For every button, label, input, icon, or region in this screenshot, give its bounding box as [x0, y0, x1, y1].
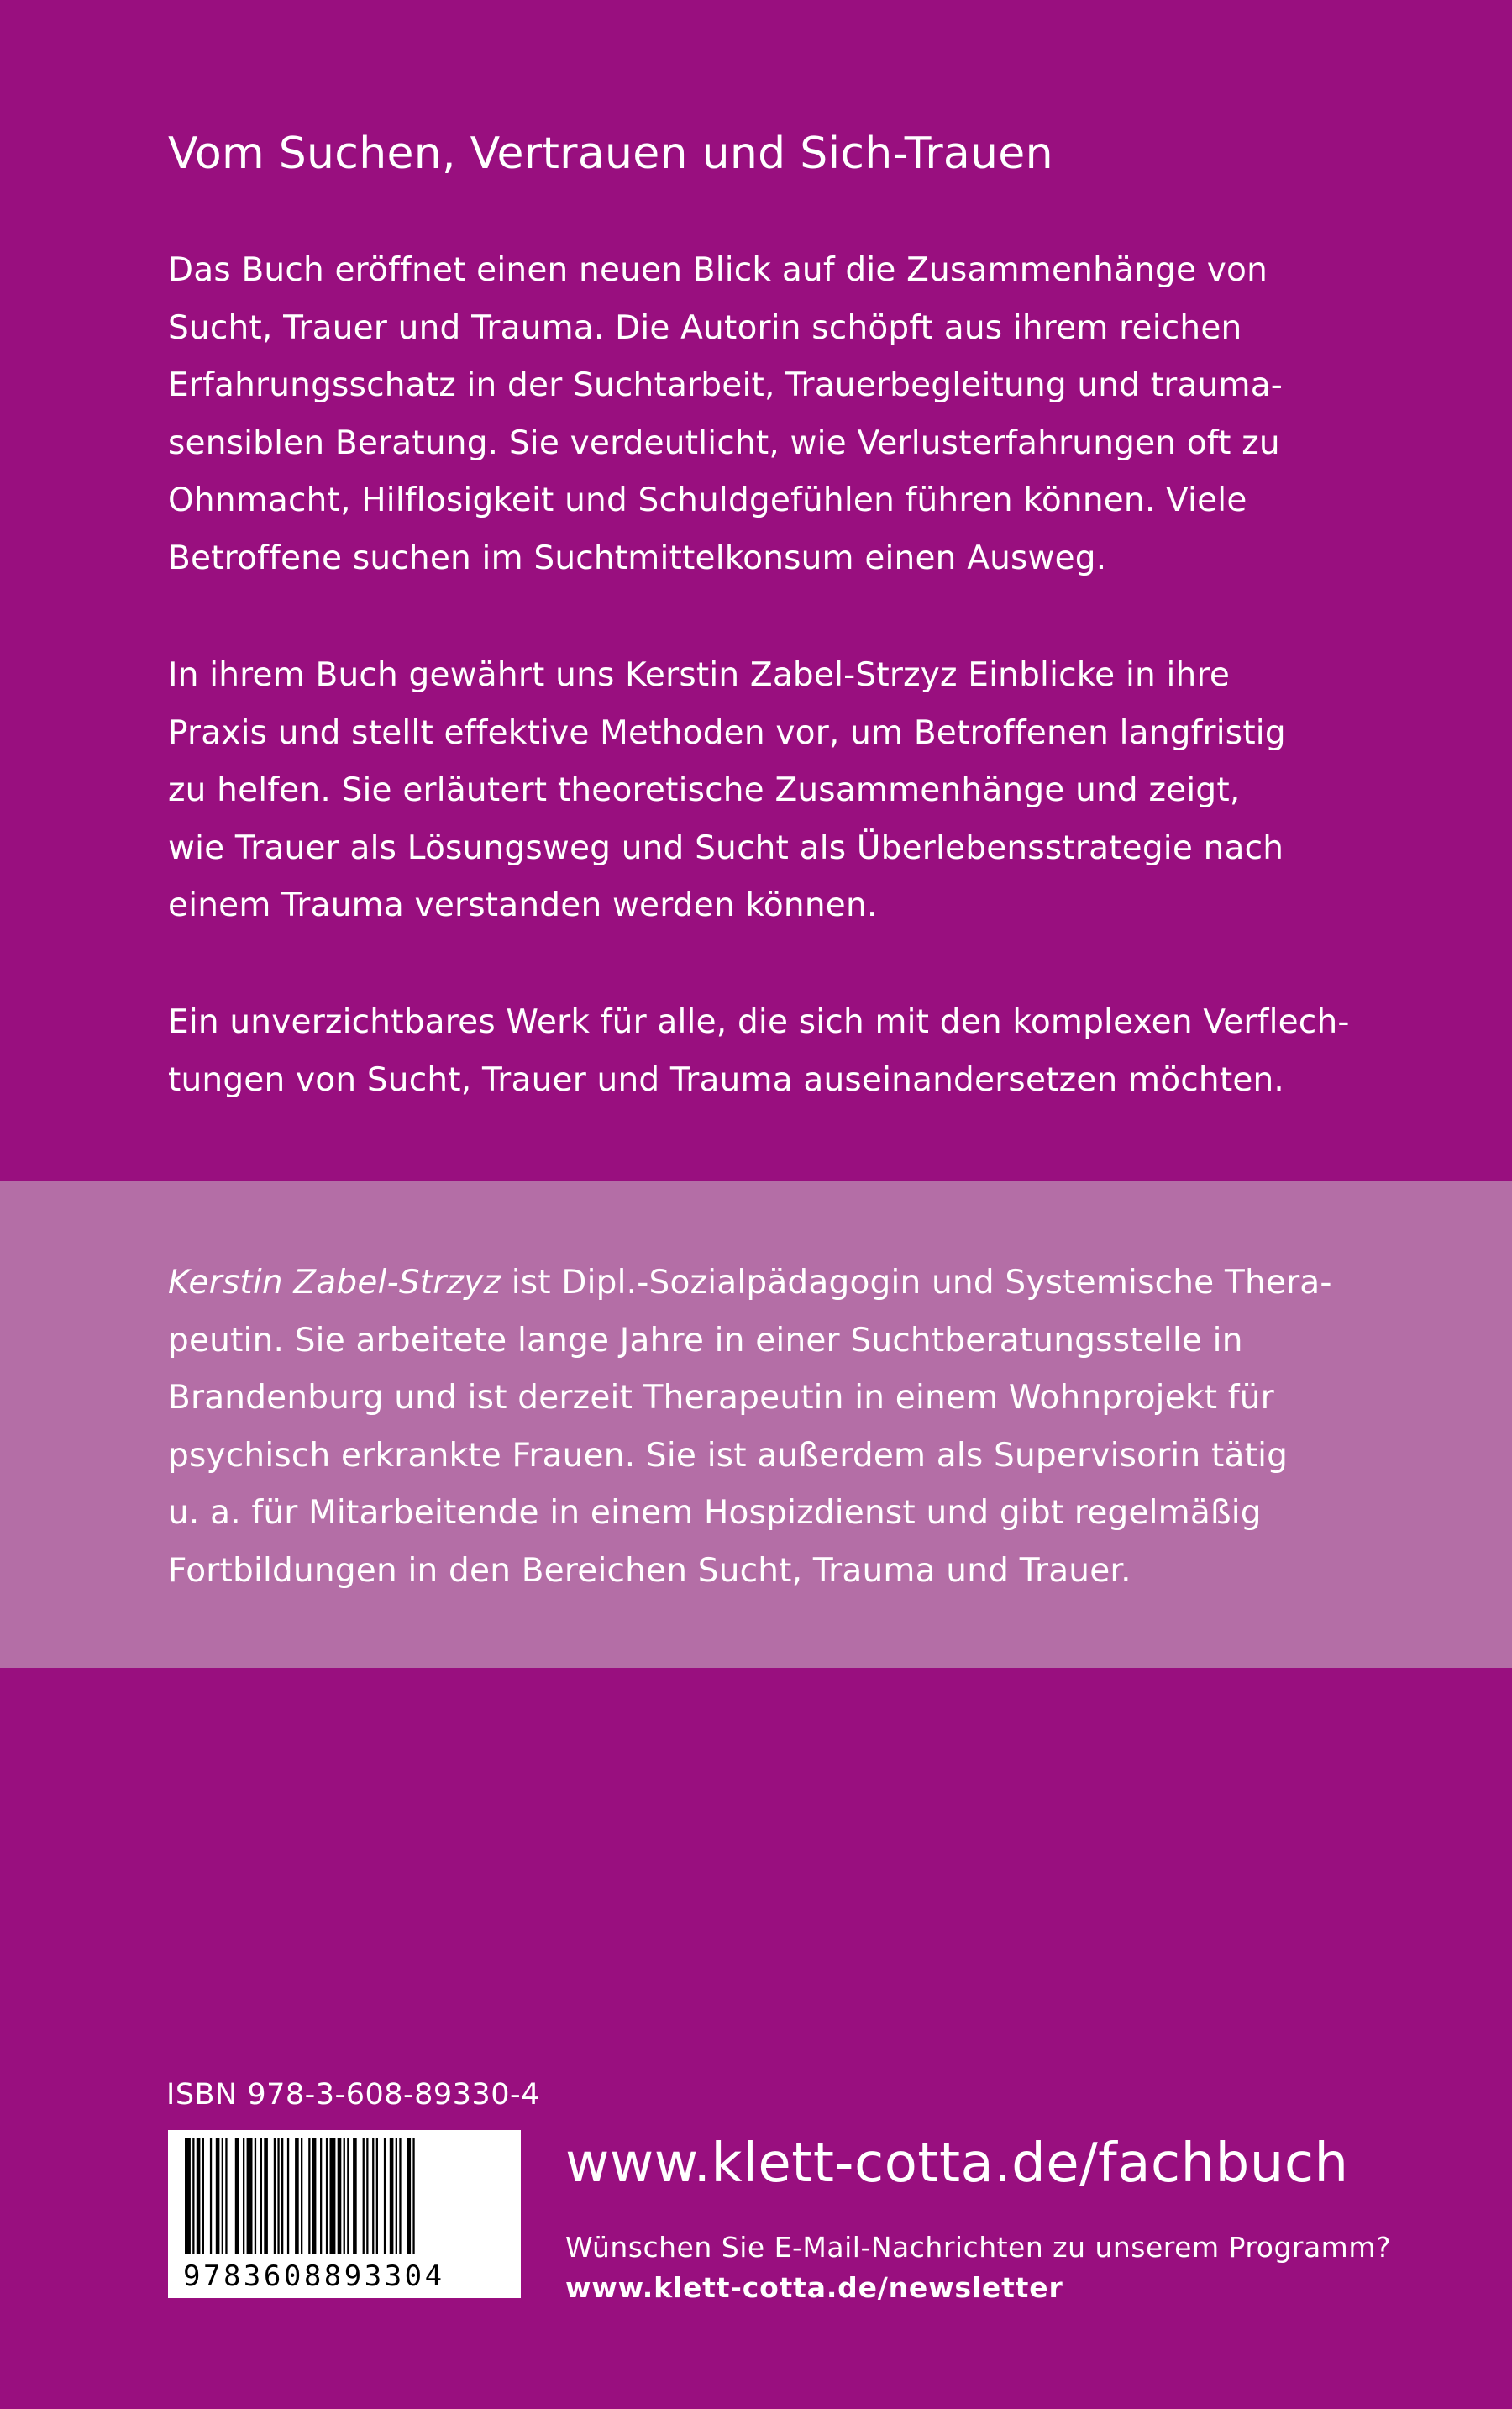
text-line: In ihrem Buch gewährt uns Kerstin Zabel-Strzyz Einblicke in ihre	[168, 656, 1231, 694]
barcode-bar	[216, 2138, 220, 2254]
barcode-bar	[390, 2138, 394, 2254]
barcode-bar	[192, 2138, 194, 2254]
text-line: wie Trauer als Lösungsweg und Sucht als Überlebensstrategie nach	[168, 828, 1284, 867]
barcode-bar	[264, 2138, 268, 2254]
text-line: Brandenburg und ist derzeit Therapeutin in einem Wohnprojekt für	[168, 1379, 1274, 1417]
publisher-website[interactable]: www.klett-cotta.de/fachbuch	[565, 2133, 1349, 2195]
text-line: Praxis und stellt effektive Methoden vor, um Betroffenen langfristig	[168, 713, 1286, 752]
text-line: Ohnmacht, Hilflosigkeit und Schuldgefühlen führen können. Viele	[168, 481, 1247, 519]
description-paragraph-3	[168, 994, 1350, 1109]
barcode-bar	[260, 2138, 262, 2254]
barcode-bar	[312, 2138, 317, 2254]
barcode-bar	[366, 2138, 368, 2254]
barcode-bar	[243, 2138, 244, 2254]
text-line: peutin. Sie arbeitete lange Jahre in einer Suchtberatungsstelle in	[168, 1321, 1243, 1360]
barcode-bar	[235, 2138, 239, 2254]
barcode-bar	[363, 2138, 365, 2254]
barcode-bar	[277, 2138, 279, 2254]
barcode-bar	[210, 2138, 212, 2254]
text-line: einem Trauma verstanden werden können.	[168, 886, 878, 924]
text-line: sensiblen Beratung. Sie verdeutlicht, wie Verlusterfahrungen oft zu	[168, 423, 1280, 462]
author-bio	[168, 1254, 1332, 1600]
barcode-bar	[281, 2138, 283, 2254]
description-paragraph-1	[168, 242, 1283, 587]
headline: Vom Suchen, Vertrauen und Sich-Trauen	[168, 129, 1053, 179]
text-line: Das Buch eröffnet einen neuen Blick auf die Zusammenhänge von	[168, 251, 1268, 289]
text-line: Fortbildungen in den Bereichen Sucht, Trauma und Trauer.	[168, 1551, 1131, 1590]
barcode-bar	[202, 2138, 204, 2254]
barcode-bar	[222, 2138, 223, 2254]
barcode-bar	[376, 2138, 378, 2254]
newsletter-link[interactable]: www.klett-cotta.de/newsletter	[565, 2271, 1063, 2304]
text-line-rest: ist Dipl.-Sozialpädagogin und Systemische Thera-	[501, 1264, 1332, 1302]
barcode-bar	[255, 2138, 256, 2254]
barcode-bar	[344, 2138, 345, 2254]
barcode-bar	[197, 2138, 201, 2254]
text-line: zu helfen. Sie erläutert theoretische Zusammenhänge und zeigt,	[168, 771, 1241, 809]
text-line: tungen von Sucht, Trauer und Trauma auseinandersetzen möchten.	[168, 1060, 1285, 1099]
barcode-bar	[347, 2138, 349, 2254]
barcode-bar	[287, 2138, 289, 2254]
barcode-bar	[330, 2138, 336, 2254]
text-line: Sucht, Trauer und Trauma. Die Autorin schöpft aus ihrem reichen	[168, 308, 1242, 347]
barcode-bar	[399, 2138, 401, 2254]
barcode-bar	[384, 2138, 386, 2254]
barcode-bar	[295, 2138, 299, 2254]
barcode-bar	[185, 2138, 191, 2254]
description-paragraph-2	[168, 647, 1286, 935]
isbn: ISBN 978-3-608-89330-4	[166, 2078, 540, 2112]
barcode-digits: 9783608893304	[183, 2259, 445, 2293]
text-line: Betroffene suchen im Suchtmittelkonsum einen Ausweg.	[168, 539, 1107, 577]
barcode-bar	[338, 2138, 342, 2254]
barcode	[168, 2130, 521, 2298]
newsletter-question: Wünschen Sie E-Mail-Nachrichten zu unserem Programm?	[565, 2231, 1391, 2264]
barcode-bar	[247, 2138, 253, 2254]
barcode-bar	[372, 2138, 374, 2254]
barcode-bar	[274, 2138, 276, 2254]
text-line: Erfahrungsschatz in der Suchtarbeit, Trauerbegleitung und trauma-	[168, 366, 1284, 404]
text-line: psychisch erkrankte Frauen. Sie ist außerdem als Supervisorin tätig	[168, 1436, 1289, 1475]
barcode-bar	[326, 2138, 328, 2254]
barcode-bar	[320, 2138, 322, 2254]
text-line	[168, 1254, 1332, 1312]
barcode-bar	[412, 2138, 414, 2254]
barcode-bar	[396, 2138, 397, 2254]
barcode-bar	[301, 2138, 302, 2254]
barcode-bar	[353, 2138, 357, 2254]
text-line: Ein unverzichtbares Werk für alle, die sich mit den komplexen Verflech-	[168, 1003, 1350, 1041]
text-line: u. a. für Mitarbeitende in einem Hospizdienst und gibt regelmäßig	[168, 1494, 1262, 1532]
author-name: Kerstin Zabel-Strzyz	[168, 1264, 501, 1302]
barcode-bar	[225, 2138, 227, 2254]
barcode-bar	[308, 2138, 310, 2254]
barcode-bar	[407, 2138, 412, 2254]
